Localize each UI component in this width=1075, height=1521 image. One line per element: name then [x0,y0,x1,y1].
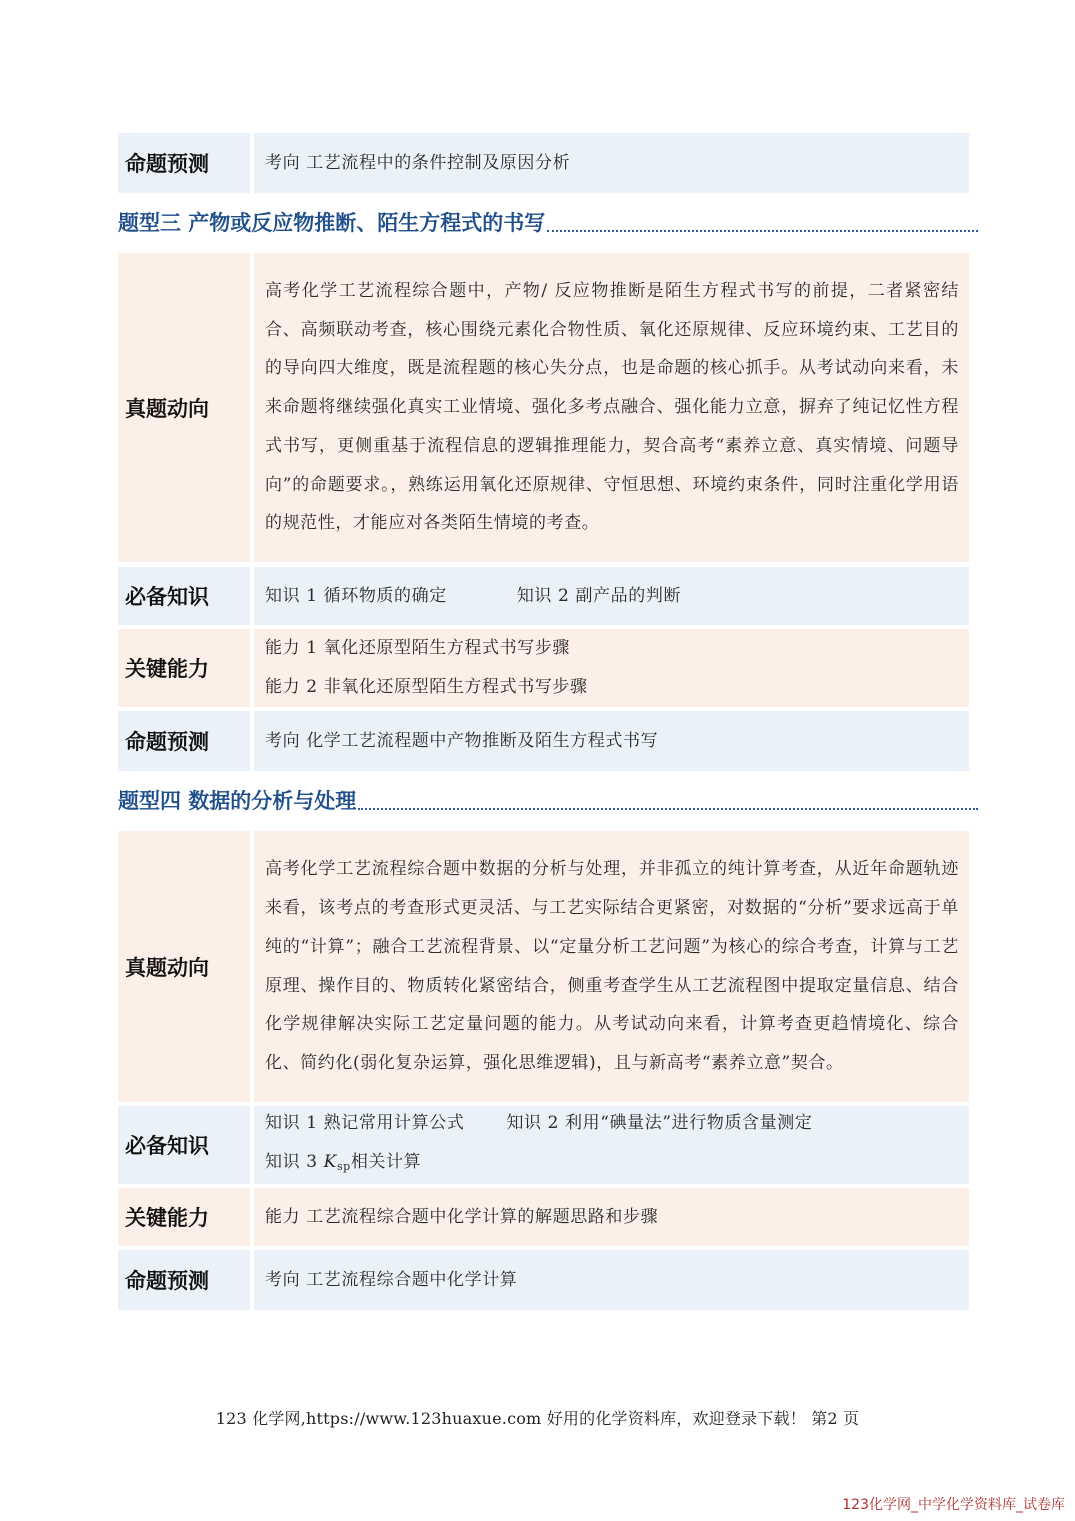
section-3-heading [118,206,978,236]
knowledge-line-1 [265,1104,959,1143]
row-label: 命题预测 [118,1250,250,1310]
row-content [254,1250,969,1310]
row-content [254,1188,969,1246]
trend-paragraph: 高考化学工艺流程综合题中，产物/ 反应物推断是陌生方程式书写的前提，二者紧密结合、高频联动考查，核心围绕元素化合物性质、氧化还原规律、反应环境约束、工艺目的的导向四大维度，既是流程题的核心失分点，也是命题的核心抓手。从考试动向来看，未来命题将继续强化真实工业情境、强化多考点融合、强化能力立意，摒弃了纯记忆性方程式书写，更侧重基于流程信息的逻辑推理能力，契合高考“素养立意、真实情境、问题导向”的命题要求。，熟练运用氧化还原规律、守恒思想、环境约束条件，同时注重化学用语的规范性，才能应对各类陌生情境的考查。 [265,281,959,534]
knowledge-item-3-prefix: 知识 3 [265,1151,324,1172]
row-label: 必备知识 [118,567,250,625]
row-label: 命题预测 [118,133,250,193]
row-label: 真题动向 [118,253,250,562]
row-content [254,133,969,193]
knowledge-item-1: 知识 1 熟记常用计算公式 [265,1112,465,1133]
section-3-prediction-row [118,711,969,771]
prediction-text: 考向 工艺流程综合题中化学计算 [265,1269,518,1290]
page-footer: 123 化学网,https://www.123huaxue.com 好用的化学资料库，欢迎登录下载！ 第2 页 [215,1409,860,1428]
ability-text: 能力 工艺流程综合题中化学计算的解题思路和步骤 [265,1206,659,1227]
knowledge-item-2: 知识 2 副产品的判断 [516,585,682,606]
ability-line-2: 能力 2 非氧化还原型陌生方程式书写步骤 [265,677,588,697]
row-content [254,253,969,562]
ksp-subscript: sp [336,1159,351,1173]
row-content [254,1106,969,1184]
row-label: 关键能力 [118,1188,250,1246]
row-label: 关键能力 [118,629,250,707]
section-4-trend-row [118,831,969,1102]
knowledge-line [265,577,959,616]
dotted-leader [358,808,978,810]
prediction-text: 考向 化学工艺流程题中产物推断及陌生方程式书写 [265,730,659,751]
section-4-prediction-row [118,1250,969,1310]
row-label: 必备知识 [118,1106,250,1184]
section-3-trend-row [118,253,969,562]
ksp-symbol: K [323,1151,337,1172]
row-label: 命题预测 [118,711,250,771]
section-4-title: 题型四 数据的分析与处理 [118,789,357,813]
section-4-knowledge-row [118,1106,969,1184]
section-3-knowledge-row [118,567,969,625]
knowledge-item-2: 知识 2 利用“碘量法”进行物质含量测定 [506,1112,813,1133]
trend-paragraph: 高考化学工艺流程综合题中数据的分析与处理，并非孤立的纯计算考查，从近年命题轨迹来看，该考点的考查形式更灵活、与工艺实际结合更紧密，对数据的“分析”要求远高于单纯的“计算”；融合工艺流程背景、以“定量分析工艺问题”为核心的综合考查，计算与工艺原理、操作目的、物质转化紧密结合，侧重考查学生从工艺流程图中提取定量信息、结合化学规律解决实际工艺定量问题的能力。从考试动向来看，计算考查更趋情境化、综合化、简约化(弱化复杂运算，强化思维逻辑)，且与新高考“素养立意”契合。 [265,859,959,1073]
knowledge-item-3-suffix: 相关计算 [350,1151,422,1172]
section-4-ability-row [118,1188,969,1246]
row-content [254,831,969,1102]
row-label: 真题动向 [118,831,250,1102]
site-watermark: 123化学网_中学化学资料库_试卷库 [842,1497,1065,1513]
row-content [254,629,969,707]
row-content [254,567,969,625]
section-3-title: 题型三 产物或反应物推断、陌生方程式的书写 [118,211,546,235]
section-3-ability-row [118,629,969,707]
ability-line-1: 能力 1 氧化还原型陌生方程式书写步骤 [265,638,571,659]
knowledge-item-1: 知识 1 循环物质的确定 [265,585,447,606]
prediction-text: 考向 工艺流程中的条件控制及原因分析 [265,152,571,173]
prediction-row-1 [118,133,969,193]
dotted-leader [547,230,978,232]
knowledge-line-2 [265,1143,959,1187]
row-content [254,711,969,771]
section-4-heading [118,784,978,814]
